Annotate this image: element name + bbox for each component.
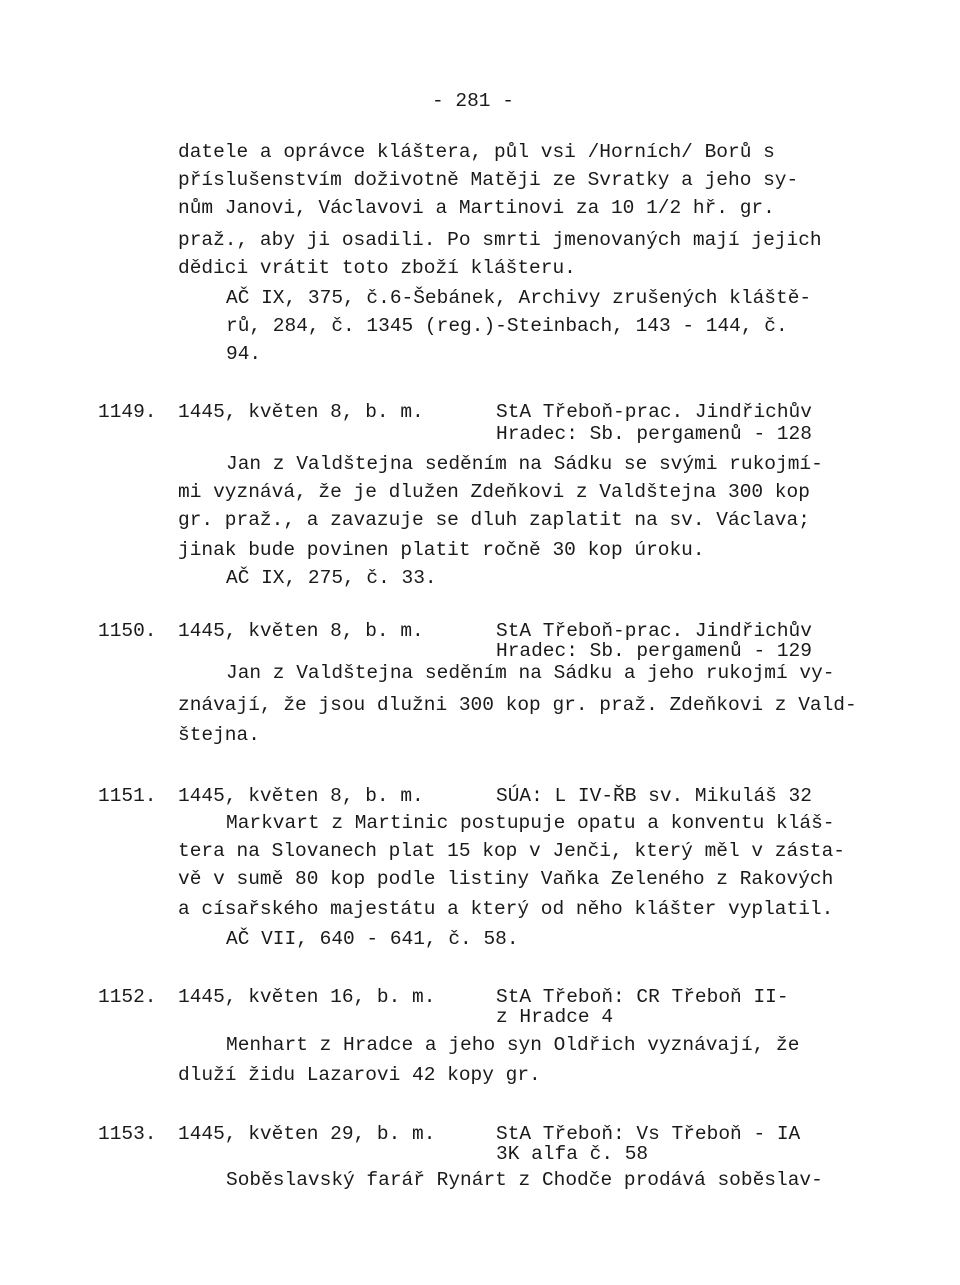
entry-text-line: mi vyznává, že je dlužen Zdeňkovi z Valdštejna 300 kop (178, 481, 810, 503)
entry-text-line: gr. praž., a zavazuje se dluh zaplatit na sv. Václava; (178, 509, 810, 531)
intro-line: dědici vrátit toto zboží klášteru. (178, 257, 576, 279)
entry-date: 1445, květen 16, b. m. (178, 986, 436, 1008)
intro-line: příslušenstvím doživotně Matěji ze Svratky a jeho sy- (178, 169, 799, 191)
entry-source: StA Třeboň-prac. Jindřichův (496, 620, 812, 642)
entry-number: 1150. (98, 620, 157, 642)
entry-text-line: Jan z Valdštejna seděním na Sádku a jeho rukojmí vy- (226, 662, 835, 684)
entry-source: Hradec: Sb. pergamenů - 128 (496, 423, 812, 445)
entry-text-line: vě v sumě 80 kop podle listiny Vaňka Zeleného z Rakových (178, 868, 834, 890)
entry-text-line: jinak bude povinen platit ročně 30 kop úroku. (178, 539, 705, 561)
entry-text-line: znávají, že jsou dlužni 300 kop gr. praž. Zdeňkovi z Vald- (178, 694, 857, 716)
entry-text-line: Markvart z Martinic postupuje opatu a konventu kláš- (226, 812, 835, 834)
intro-line: praž., aby ji osadili. Po smrti jmenovaných mají jejich (178, 229, 822, 251)
entry-date: 1445, květen 8, b. m. (178, 401, 424, 423)
entry-source: StA Třeboň: CR Třeboň II- (496, 986, 789, 1008)
entry-text-line: Jan z Valdštejna seděním na Sádku se svými rukojmí- (226, 453, 823, 475)
intro-citation: rů, 284, č. 1345 (reg.)-Steinbach, 143 - 144, č. (226, 315, 788, 337)
intro-citation: AČ IX, 375, č.6-Šebánek, Archivy zrušených kláště- (226, 287, 812, 309)
entry-date: 1445, květen 29, b. m. (178, 1123, 436, 1145)
entry-source: StA Třeboň: Vs Třeboň - IA (496, 1123, 801, 1145)
entry-source: z Hradce 4 (496, 1006, 614, 1028)
entry-date: 1445, květen 8, b. m. (178, 620, 424, 642)
intro-line: datele a oprávce kláštera, půl vsi /Horních/ Borů s (178, 141, 775, 163)
entry-text-line: štejna. (178, 724, 260, 746)
entry-number: 1153. (98, 1123, 157, 1145)
page-number: - 281 - (432, 90, 514, 112)
entry-source: 3K alfa č. 58 (496, 1143, 649, 1165)
intro-line: nům Janovi, Václavovi a Martinovi za 10 1/2 hř. gr. (178, 197, 775, 219)
entry-text-line: dluží židu Lazarovi 42 kopy gr. (178, 1064, 541, 1086)
entry-text-line: a císařského majestátu a který od něho klášter vyplatil. (178, 898, 834, 920)
entry-text-line: Soběslavský farář Rynárt z Chodče prodává soběslav- (226, 1169, 823, 1191)
entry-number: 1149. (98, 401, 157, 423)
entry-number: 1152. (98, 986, 157, 1008)
entry-text-line: tera na Slovanech plat 15 kop v Jenči, který měl v zásta- (178, 840, 846, 862)
entry-text-line: Menhart z Hradce a jeho syn Oldřich vyznávají, že (226, 1034, 800, 1056)
entry-source: StA Třeboň-prac. Jindřichův (496, 401, 812, 423)
entry-citation: AČ VII, 640 - 641, č. 58. (226, 928, 519, 950)
entry-date: 1445, květen 8, b. m. (178, 785, 424, 807)
entry-number: 1151. (98, 785, 157, 807)
intro-citation: 94. (226, 343, 262, 365)
entry-citation: AČ IX, 275, č. 33. (226, 567, 437, 589)
entry-source: SÚA: L IV-ŘB sv. Mikuláš 32 (496, 785, 812, 807)
entry-source: Hradec: Sb. pergamenů - 129 (496, 640, 812, 662)
